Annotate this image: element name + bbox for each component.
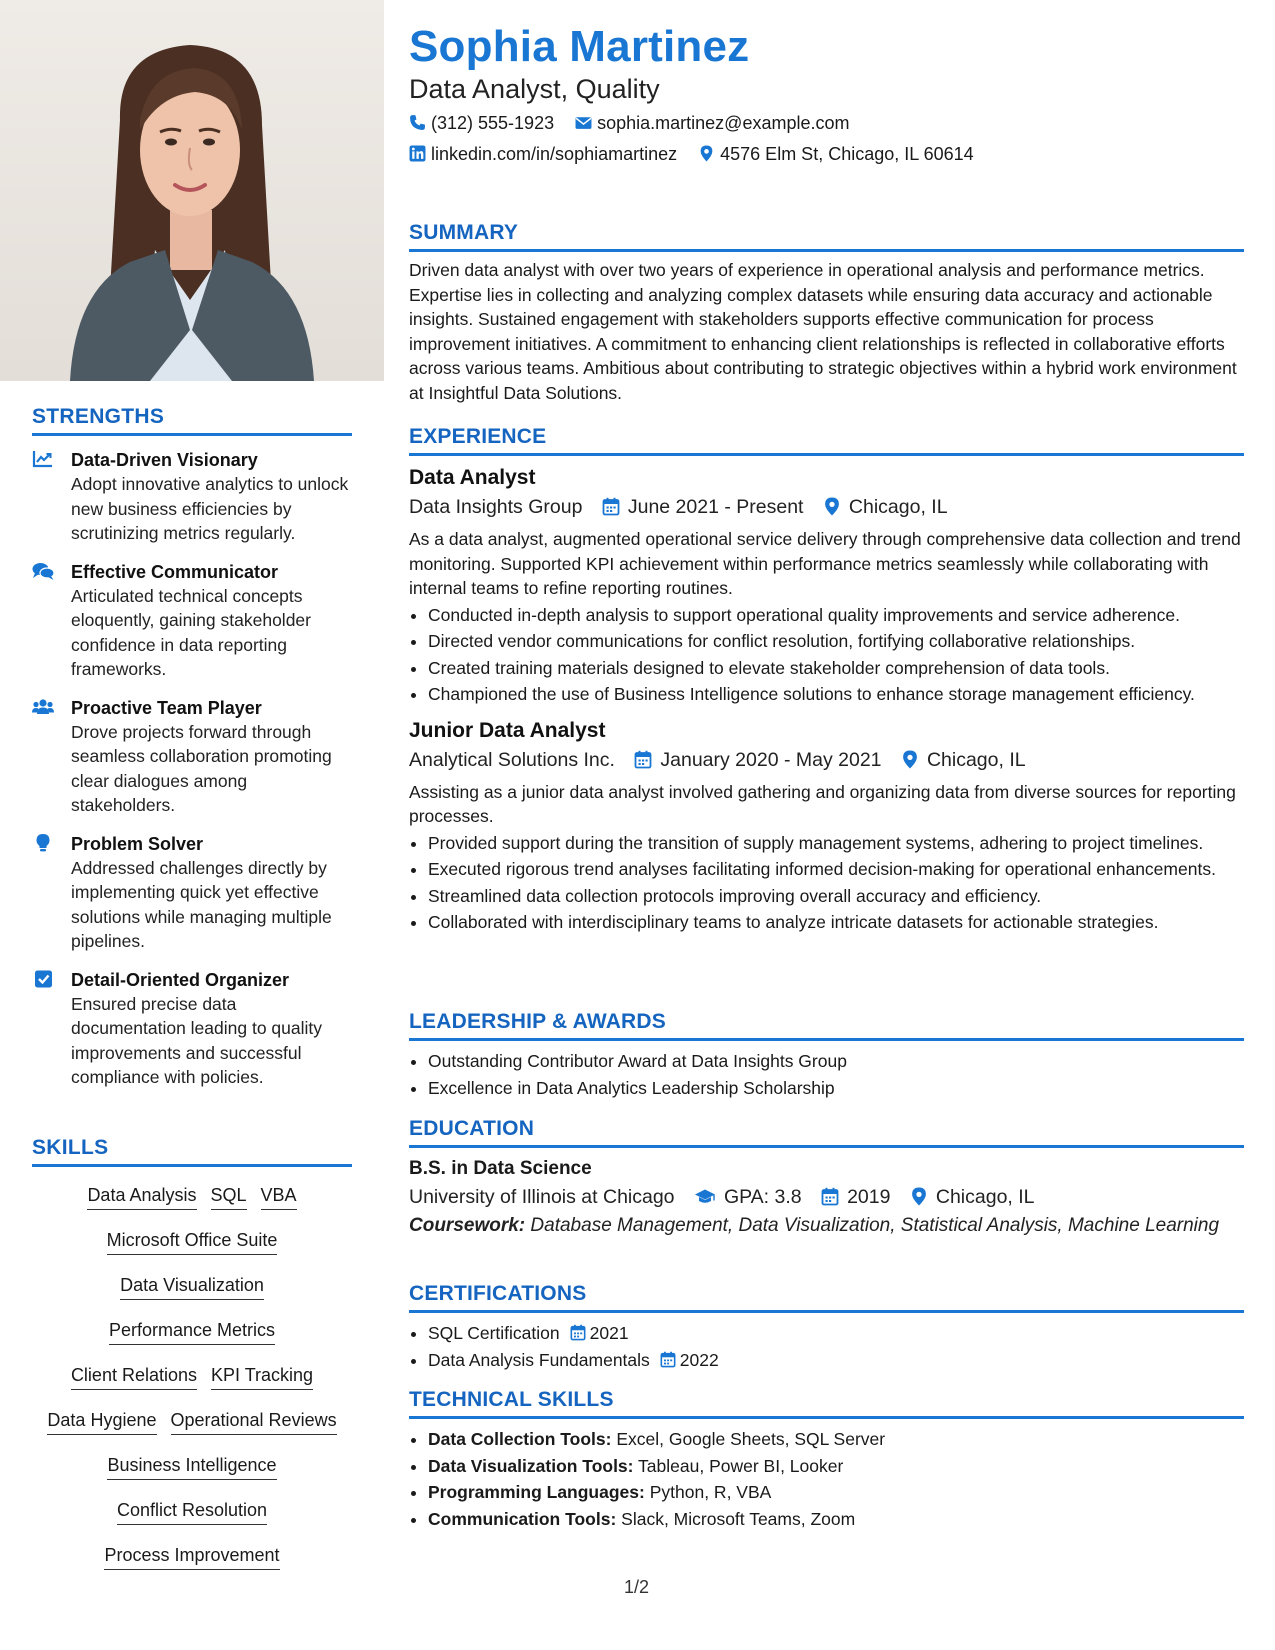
- job-bullets: [409, 603, 1244, 707]
- email-text: sophia.martinez@example.com: [597, 113, 850, 133]
- leadership-list: [409, 1049, 1244, 1100]
- certification-name: Data Analysis Fundamentals: [428, 1349, 650, 1370]
- strength-item: [32, 832, 352, 954]
- strength-title: Data-Driven Visionary: [71, 450, 258, 470]
- certification-item: [428, 1321, 1244, 1346]
- skill-tag: Data Hygiene: [47, 1404, 156, 1435]
- page-number: 1/2: [624, 1577, 650, 1597]
- skill-tag: Data Analysis: [87, 1179, 196, 1210]
- calendar-icon: [821, 1187, 839, 1206]
- skill-row: [32, 1537, 352, 1582]
- technical-skill-item: [428, 1507, 1244, 1532]
- coursework-text: Database Management, Data Visualization, Statistical Analysis, Machine Learning: [530, 1215, 1220, 1236]
- strength-item: [32, 560, 352, 682]
- certification-item: [428, 1348, 1244, 1373]
- certifications-section: [409, 1282, 1244, 1374]
- technical-skill-item: [428, 1427, 1244, 1452]
- skill-tag: Business Intelligence: [107, 1449, 276, 1480]
- job-bullet: • Provided support during the transition of supply management systems, adhering to project timelines.: [428, 831, 1244, 856]
- education-year: [821, 1183, 890, 1211]
- strength-desc: Drove projects forward through seamless collaboration promoting clear dialogues among stakeholders.: [71, 721, 332, 815]
- job-company: Analytical Solutions Inc.: [409, 748, 615, 771]
- job-bullet: • Collaborated with interdisciplinary teams to analyze intricate datasets for actionable strategies.: [428, 910, 1244, 935]
- technical-skill-label: Data Collection Tools:: [428, 1429, 612, 1449]
- calendar-icon: [602, 497, 620, 516]
- skill-tag: Operational Reviews: [171, 1404, 337, 1435]
- job-meta: [409, 493, 1244, 521]
- education-location: [910, 1183, 1035, 1211]
- certifications-list: [409, 1321, 1244, 1372]
- skill-tag: Microsoft Office Suite: [107, 1224, 278, 1255]
- education-gpa: [694, 1183, 802, 1211]
- sidebar: [0, 0, 384, 1650]
- job-description: Assisting as a junior data analyst involved gathering and organizing data from diverse sources for reporting processes.: [409, 781, 1236, 826]
- strength-title: Effective Communicator: [71, 561, 279, 582]
- leadership-section: [409, 1010, 1244, 1102]
- strength-item: [32, 968, 352, 1090]
- skill-row: [32, 1402, 352, 1447]
- skill-tag: SQL: [211, 1179, 247, 1210]
- phone-icon: [409, 114, 426, 131]
- job-dates: [634, 746, 881, 774]
- summary-text: Driven data analyst with over two years of experience in operational analysis and performance metrics. Expertise lies in collecting and analyzing complex datasets while ensuring data accuracy and actionable insights. Sustained engagement with stakeholders supports effective communication for process improvement initiatives. A commitment to enhancing client relationships is reflected in collaborative efforts across various teams. Ambitious about contributing to strategic objectives within a hybrid work environment at Insightful Data Solutions.: [409, 260, 1237, 403]
- job-location-text: Chicago, IL: [848, 496, 948, 518]
- technical-skills-list: [409, 1427, 1244, 1531]
- map-pin-icon: [823, 497, 841, 516]
- technical-skills-section: [409, 1388, 1244, 1533]
- strength-item: [32, 696, 352, 818]
- job-entry: [409, 464, 1244, 707]
- skills-list: [32, 1177, 352, 1582]
- coursework-label: Coursework:: [409, 1215, 526, 1236]
- calendar-icon: [570, 1324, 586, 1341]
- technical-skill-value: Tableau, Power BI, Looker: [638, 1455, 844, 1476]
- calendar-icon: [660, 1351, 676, 1368]
- contact-row: [409, 113, 866, 134]
- education-location-text: Chicago, IL: [935, 1186, 1035, 1208]
- job-company: Data Insights Group: [409, 496, 583, 518]
- contact-email: [575, 113, 849, 134]
- skill-tag: Data Visualization: [120, 1269, 264, 1300]
- candidate-title: Data Analyst, Quality: [409, 74, 660, 104]
- skill-tag: Performance Metrics: [109, 1314, 275, 1345]
- job-title: Junior Data Analyst: [409, 718, 606, 742]
- job-bullet: • Executed rigorous trend analyses facilitating informed decision-making for operational enhancements.: [428, 857, 1244, 882]
- skill-tag: Process Improvement: [104, 1539, 279, 1570]
- summary-heading: SUMMARY: [409, 221, 1244, 252]
- education-heading: EDUCATION: [409, 1117, 1244, 1148]
- contact-row: [409, 144, 990, 165]
- lightbulb-icon: [32, 833, 54, 853]
- candidate-name: Sophia Martinez: [409, 22, 750, 71]
- calendar-icon: [634, 750, 652, 769]
- phone-text: (312) 555-1923: [431, 113, 555, 133]
- job-location: [901, 746, 1026, 774]
- strength-desc: Adopt innovative analytics to unlock new business efficiencies by scrutinizing metrics regularly.: [71, 474, 349, 543]
- job-entry: [409, 717, 1244, 935]
- coursework: [409, 1213, 1244, 1238]
- envelope-icon: [575, 114, 592, 131]
- contact-phone: [409, 113, 554, 134]
- job-bullet: • Directed vendor communications for conflict resolution, fortifying collaborative relationships.: [428, 629, 1244, 654]
- degree-title: B.S. in Data Science: [409, 1158, 592, 1179]
- linkedin-icon: [409, 145, 426, 162]
- strengths-section: [32, 405, 352, 1090]
- job-meta: [409, 746, 1244, 774]
- education-section: [409, 1117, 1244, 1238]
- graduation-cap-icon: [694, 1187, 716, 1206]
- year-text: 2019: [847, 1186, 891, 1208]
- leadership-heading: LEADERSHIP & AWARDS: [409, 1010, 1244, 1041]
- skills-heading: SKILLS: [32, 1136, 352, 1167]
- strength-title: Problem Solver: [71, 833, 204, 854]
- job-description: As a data analyst, augmented operational service delivery through comprehensive data collection and trend monitoring. Supported KPI achievement within performance metrics seamlessly while collaborating with internal teams to refine reporting routines.: [409, 529, 1241, 598]
- users-icon: [32, 697, 54, 717]
- school-name: University of Illinois at Chicago: [409, 1186, 675, 1208]
- job-dates-text: January 2020 - May 2021: [660, 748, 882, 771]
- technical-skill-value: Excel, Google Sheets, SQL Server: [616, 1429, 886, 1449]
- award-item: • Outstanding Contributor Award at Data Insights Group: [428, 1049, 1244, 1074]
- technical-skill-value: Slack, Microsoft Teams, Zoom: [621, 1508, 856, 1529]
- skill-row: [32, 1312, 352, 1357]
- job-bullet: • Created training materials designed to elevate stakeholder comprehension of data tools.: [428, 656, 1244, 681]
- contact-linkedin: [409, 144, 677, 165]
- skill-row: [32, 1492, 352, 1537]
- summary-section: [409, 221, 1244, 405]
- checkbox-icon: [32, 969, 54, 989]
- skill-tag: Client Relations: [71, 1359, 197, 1390]
- skill-row: [32, 1267, 352, 1312]
- job-location-text: Chicago, IL: [926, 748, 1026, 771]
- job-dates-text: June 2021 - Present: [627, 496, 804, 518]
- strength-desc: Addressed challenges directly by implementing quick yet effective solutions while managing multiple pipelines.: [71, 857, 332, 951]
- contact-address: [698, 144, 974, 165]
- certification-year: 2022: [679, 1349, 719, 1370]
- technical-skill-value: Python, R, VBA: [649, 1482, 772, 1502]
- chart-line-icon: [32, 449, 54, 469]
- profile-photo-illustration: [0, 0, 384, 381]
- strength-title: Proactive Team Player: [71, 697, 262, 718]
- job-bullet: • Streamlined data collection protocols improving overall accuracy and efficiency.: [428, 884, 1244, 909]
- strength-title: Detail-Oriented Organizer: [71, 969, 290, 990]
- strength-desc: Ensured precise data documentation leading to quality improvements and successful compliance with policies.: [71, 993, 323, 1087]
- experience-heading: EXPERIENCE: [409, 425, 1244, 456]
- linkedin-text: linkedin.com/in/sophiamartinez: [431, 144, 678, 164]
- skill-row: [32, 1222, 352, 1267]
- address-text: 4576 Elm St, Chicago, IL 60614: [720, 144, 974, 164]
- map-pin-icon: [910, 1187, 928, 1206]
- strength-item: [32, 448, 352, 546]
- skill-tag: VBA: [261, 1179, 297, 1210]
- skills-section: [32, 1136, 352, 1582]
- award-item: • Excellence in Data Analytics Leadership Scholarship: [428, 1076, 1244, 1101]
- job-title: Data Analyst: [409, 466, 536, 489]
- certifications-heading: CERTIFICATIONS: [409, 1282, 1244, 1313]
- certification-name: SQL Certification: [428, 1323, 560, 1343]
- skill-row: [32, 1357, 352, 1402]
- experience-section: [409, 425, 1244, 937]
- skill-tag: KPI Tracking: [211, 1359, 313, 1390]
- job-bullet: • Conducted in-depth analysis to support operational quality improvements and service adherence.: [428, 603, 1244, 628]
- map-pin-icon: [901, 750, 919, 769]
- certification-year: 2021: [589, 1323, 629, 1343]
- job-dates: [602, 493, 804, 521]
- comments-icon: [32, 561, 54, 581]
- job-location: [823, 493, 948, 521]
- technical-skill-item: [428, 1480, 1244, 1505]
- job-bullet: • Championed the use of Business Intelligence solutions to enhance storage management efficiency.: [428, 682, 1244, 707]
- skill-tag: Conflict Resolution: [117, 1494, 267, 1525]
- technical-skill-item: [428, 1454, 1244, 1479]
- gpa-text: GPA: 3.8: [723, 1186, 802, 1208]
- map-pin-icon: [698, 145, 715, 162]
- skill-row: [32, 1177, 352, 1222]
- strengths-heading: STRENGTHS: [32, 405, 352, 436]
- profile-photo: [0, 0, 384, 381]
- technical-skills-heading: TECHNICAL SKILLS: [409, 1388, 1244, 1419]
- technical-skill-label: Data Visualization Tools:: [428, 1455, 634, 1476]
- technical-skill-label: Communication Tools:: [428, 1508, 617, 1529]
- job-bullets: [409, 831, 1244, 935]
- education-meta: [409, 1183, 1244, 1211]
- strength-desc: Articulated technical concepts eloquently, gaining stakeholder confidence in data reporting frameworks.: [71, 585, 311, 679]
- skill-row: [32, 1447, 352, 1492]
- technical-skill-label: Programming Languages:: [428, 1482, 645, 1502]
